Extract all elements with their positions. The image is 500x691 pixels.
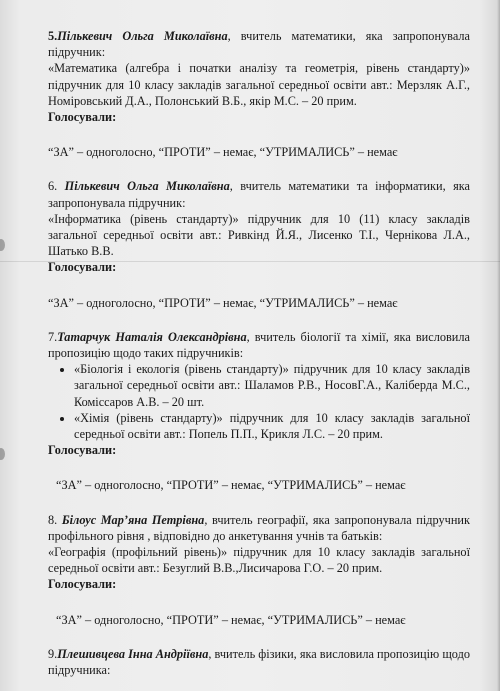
section-5	[48, 28, 470, 160]
textbook-entry: «Інформатика (рівень стандарту)» підручник для 10 (11) класу закладів загальної середньої освіти авт.: Ривкінд Й.Я., Лисенко Т.І., Чернікова Л.А., Шатько В.В.	[48, 211, 470, 259]
section-6	[48, 178, 470, 310]
vote-label: Голосували:	[48, 577, 117, 592]
section-8	[48, 512, 470, 628]
punch-hole	[0, 448, 5, 460]
section-9	[48, 646, 470, 678]
page-fold-line	[0, 261, 500, 262]
list-item: • «Хімія (рівень стандарту)» підручник для 10 класу закладів загальної середньої освіти авт.: Попель П.П., Крикля Л.С. – 20 прим.	[74, 410, 470, 442]
section-heading: 6. Пількевич Ольга Миколаївна, вчитель математики та інформатики, яка запропонувала підручник:	[48, 179, 470, 210]
textbook-list	[48, 361, 470, 442]
textbook-entry: «Математика (алгебра і початки аналізу та геометрія, рівень стандарту)» підручник для 10 класу закладів загальної середньої освіти авт.: Мерзляк А.Г., Номіровський Д.А., Полонський В.Б., якір М.С. – 20 прим.	[48, 61, 470, 108]
vote-result: “ЗА” – одноголосно, “ПРОТИ” – немає, “УТРИМАЛИСЬ” – немає	[56, 612, 406, 627]
vote-result: “ЗА” – одноголосно, “ПРОТИ” – немає, “УТРИМАЛИСЬ” – немає	[56, 478, 406, 493]
vote-label: Голосували:	[48, 110, 117, 125]
textbook-entry: «Географія (профільний рівень)» підручник для 10 класу закладів загальної середньої освіти авт.: Безуглий В.В.,Лисичарова Г.О. – 20 прим.	[48, 545, 470, 576]
punch-hole	[0, 239, 5, 251]
section-heading: 8. Білоус Мар’яна Петрівна, вчитель географії, яка запропонувала підручник профільного рівня , відповідно до анкетування учнів та батьків:	[48, 512, 470, 543]
vote-result: “ЗА” – одноголосно, “ПРОТИ” – немає, “УТРИМАЛИСЬ” – немає	[48, 145, 398, 160]
list-item: • «Біологія і екологія (рівень стандарту)» підручник для 10 класу закладів загальної середньої освіти авт.: Шаламов Р.В., НосовГ.А., Каліберда М.С., Комісcаров А.В. – 20 шт.	[74, 361, 470, 410]
vote-result: “ЗА” – одноголосно, “ПРОТИ” – немає, “УТРИМАЛИСЬ” – немає	[48, 295, 398, 310]
section-7	[48, 329, 470, 494]
section-heading: 9.Плешивцева Інна Андріївна, вчитель фізики, яка висловила пропозицію щодо підручника:	[48, 646, 470, 678]
section-heading: 5.Пількевич Ольга Миколаївна, вчитель математики, яка запропонувала підручник:	[48, 29, 470, 60]
vote-label: Голосували:	[48, 260, 117, 275]
section-heading: 7.Татарчук Наталія Олександрівна, вчитель біології та хімії, яка висловила пропозицію щодо таких підручників:	[48, 329, 470, 361]
vote-label: Голосували:	[48, 443, 117, 458]
